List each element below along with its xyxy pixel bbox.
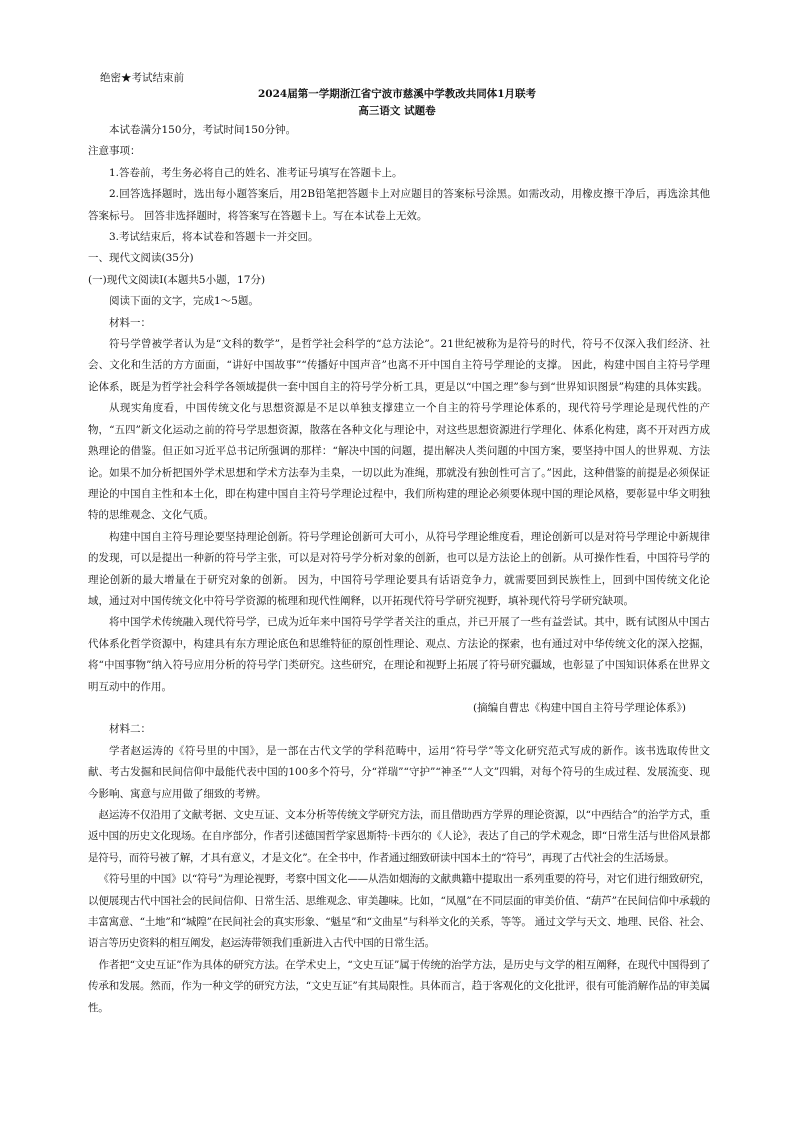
material-two-paragraph: 《符号里的中国》以“符号”为理论视野，考察中国文化——从浩如烟海的文献典籍中提取出一系列重要的符号，对它们进行细致研究，以便展现古代中国社会的民间信仰、日常生活、思维观念、审美趣味。比如，“凤凰”在不同层面的审美价值、“葫芦”在民间信仰中承载的丰富寓意、“土地”和“城隍”在民间社会的真实形象、“魁星”和“文曲星”与科举文化的关系，等等。 通过文学与天文、地理、民俗、社会、语言等历史资料的相互阐发，赵运涛带领我们重新进入古代中国的日常生活。 bbox=[88, 873, 710, 950]
section-heading: 一、现代文阅读(35分) bbox=[88, 252, 194, 265]
reading-instruction: 阅读下面的文字，完成1～5题。 bbox=[109, 295, 259, 308]
notice-item: 3.考试结束后，将本试卷和答题卡一并交回。 bbox=[109, 231, 319, 244]
notice-item: 2.回答选择题时，选出每小题答案后，用2B铅笔把答题卡上对应题目的答案标号涂黑。如需改动，用橡皮擦干净后，再选涂其他答案标号。 回答非选择题时，将答案写在答题卡上。写在本试卷上无效。 bbox=[88, 188, 710, 222]
material-one-source: (摘编自曹忠《构建中国自主符号学理论体系》) bbox=[473, 701, 686, 714]
subsection-heading: (一)现代文阅读Ⅰ(本题共5小题，17分) bbox=[88, 273, 266, 286]
time-note: 本试卷满分150分，考试时间150分钟。 bbox=[109, 124, 297, 136]
material-one-label: 材料一： bbox=[109, 316, 151, 329]
material-two-paragraph: 赵运涛不仅沿用了文献考据、文史互证、文本分析等传统文学研究方法，而且借助西方学界的理论资源，以“中西结合”的治学方式，重返中国的历史文化现场。在自序部分，作者引述德国哲学家恩斯特·卡西尔的《人论》，表达了自己的学术观念，即“日常生活与世俗风景都是符号，而符号被了解，才具有意义，才是文化”。在全书中，作者通过细致研读中国本土的“符号”，再现了古代社会的生活场景。 bbox=[88, 809, 710, 864]
material-one-paragraph: 将中国学术传统融入现代符号学，已成为近年来中国符号学学者关注的重点，并已开展了一些有益尝试。其中，既有试图从中国古代体系化哲学资源中，构建具有东方理论底色和思维特征的原创性理论、观点、方法论的探索，也有通过对中华传统文化的深入挖掘，将“中国事物”纳入符号应用分析的符号学门类研究。这些研究，在理论和视野上拓展了符号研究疆域，也彰显了中国知识体系在世界文明互动中的作用。 bbox=[88, 616, 710, 693]
notice-item: 1.答卷前，考生务必将自己的姓名、准考证号填写在答题卡上。 bbox=[109, 166, 403, 179]
exam-body bbox=[88, 120, 710, 1019]
exam-title: 2024届第一学期浙江省宁波市慈溪中学教改共同体1月联考 bbox=[257, 88, 537, 100]
material-two-paragraph: 作者把“文史互证”作为具体的研究方法。在学术史上，“文史互证”属于传统的治学方法，是历史与文学的相互阐释，在现代中国得到了传承和发展。然而，作为一种文学的研究方法，“文史互证”有其局限性。具体而言，趋于客观化的文化批评，很有可能消解作品的审美属性。 bbox=[88, 958, 710, 1014]
material-one-paragraph: 符号学曾被学者认为是“文科的数学”，是哲学社会科学的“总方法论”。21世纪被称为是符号的时代，符号不仅深入我们经济、社会、文化和生活的方方面面，“讲好中国故事”“传播好中国声音”也离不开中国自主符号学理论的支撑。 因此，构建中国自主符号学理论体系，既是为哲学社会科学各领域提供一套中国自主的符号学分析工具，更是以“中国之理”参与到“世界知识图景”构建的具体实践。 bbox=[88, 338, 710, 393]
material-two-paragraph: 学者赵运涛的《符号里的中国》，是一部在古代文学的学科范畴中，运用“符号学”等文化研究范式写成的新作。该书选取传世文献、考古发掘和民间信仰中最能代表中国的100多个符号，分“祥瑞”“守护”“神圣”“人文”四辑，对每个符号的生成过程、发展流变、现今影响、寓意与应用做了细致的考辨。 bbox=[88, 744, 710, 800]
confidential-mark: 绝密★考试结束前 bbox=[100, 72, 184, 84]
material-one-paragraph: 从现实角度看，中国传统文化与思想资源是不足以单独支撑建立一个自主的符号学理论体系的，现代符号学理论是现代性的产物，“五四”新文化运动之前的符号学思想资源，散落在各种文化与理论中，对这些思想资源进行学理化、体系化构建，离不开对西方成熟理论的借鉴。但正如习近平总书记所强调的那样：“解决中国的问题，提出解决人类问题的中国方案，要坚持中国人的世界观、方法论。如果不加分析把国外学术思想和学术方法奉为圭臬，一切以此为准绳，那就没有独创性可言了。”因此，这种借鉴的前提是必须保证理论的中国自主性和本土化，即在构建中国自主符号学理论过程中，我们所构建的理论必须要体现中国的理论风格，要彰显中华文明独特的思维观念、文化气质。 bbox=[88, 402, 710, 522]
material-two-label: 材料二： bbox=[109, 723, 151, 736]
notice-heading: 注意事项： bbox=[88, 145, 141, 158]
material-one-paragraph: 构建中国自主符号理论要坚持理论创新。符号学理论创新可大可小，从符号学理论维度看，理论创新可以是对符号学理论中新规律的发现，可以是提出一种新的符号学主张，可以是对符号学分析对象的创新，也可以是方法论上的创新。从可操作性看，中国符号学的理论创新的最大增量在于研究对象的创新。 因为，中国符号学理论要具有话语竞争力，就需要回到民族性上，回到中国传统文化论域，通过对中国传统文化中符号学资源的梳理和现代性阐释，以开拓现代符号学研究视野，填补现代符号学研究缺项。 bbox=[88, 530, 710, 607]
exam-subtitle: 高三语文 试题卷 bbox=[358, 105, 436, 117]
